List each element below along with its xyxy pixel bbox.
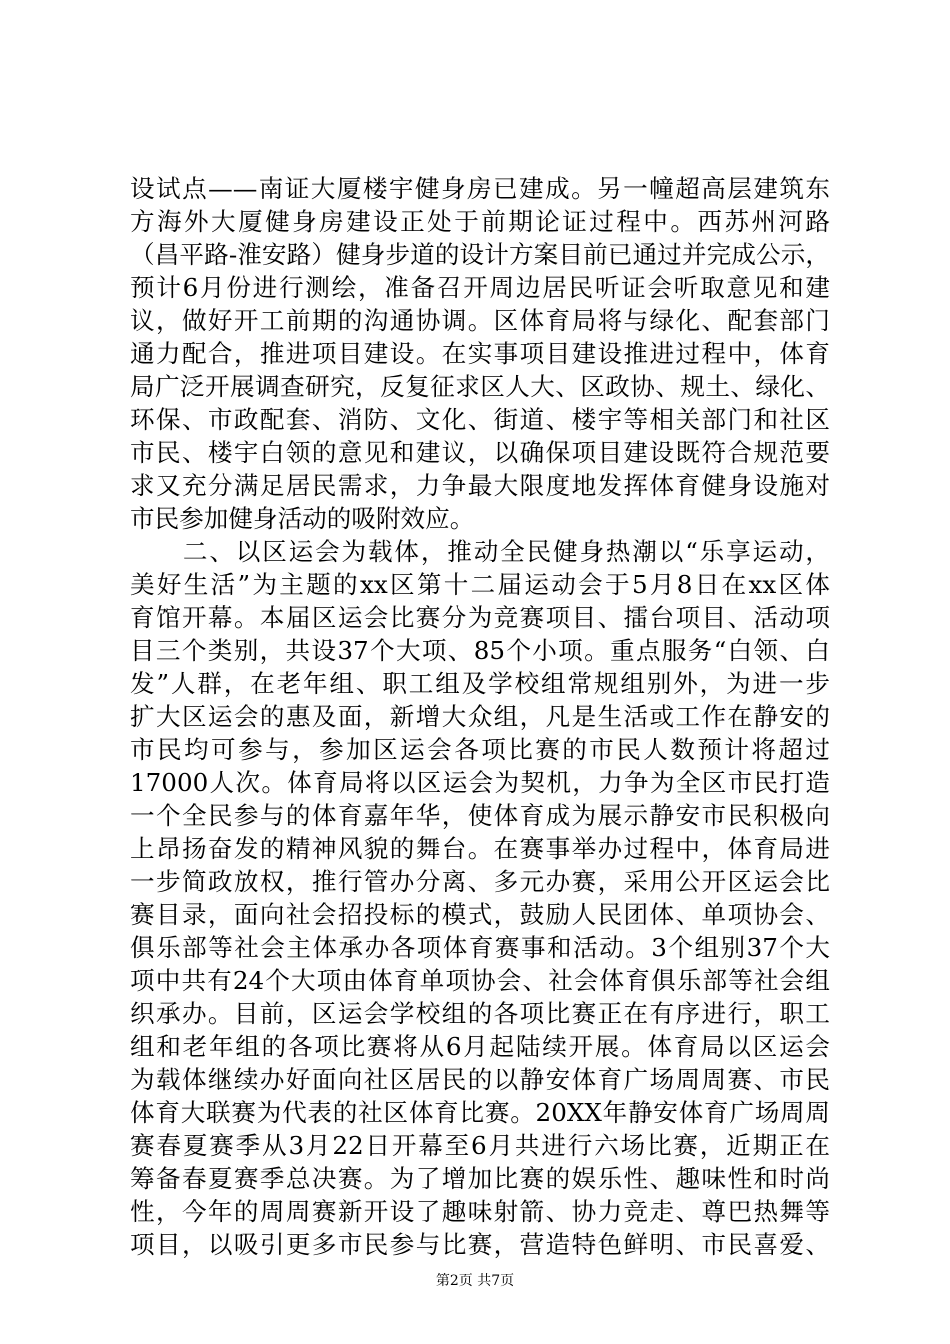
section-heading-line: 二、以区运会为载体，推动全民健身热潮以“乐享运动，: [130, 537, 830, 566]
text-line: 为载体继续办好面向社区居民的以静安体育广场周周赛、市民: [130, 1065, 830, 1094]
text-line: 性，今年的周周赛新开设了趣味射箭、协力竞走、尊巴热舞等: [130, 1197, 830, 1226]
page-number-footer: 第2页 共7页: [435, 1273, 515, 1289]
text-line: 美好生活”为主题的xx区第十二届运动会于5月8日在xx区体: [130, 570, 830, 599]
text-line: 一步简政放权，推行管办分离、多元办赛，采用公开区运会比: [130, 867, 830, 896]
text-line: 体育大联赛为代表的社区体育比赛。20XX年静安体育广场周周: [130, 1098, 830, 1127]
text-line: 赛春夏赛季从3月22日开幕至6月共进行六场比赛，近期正在: [130, 1131, 830, 1160]
text-line: 上昂扬奋发的精神风貌的舞台。在赛事举办过程中，体育局进: [130, 834, 830, 863]
text-line: 育馆开幕。本届区运会比赛分为竞赛项目、擂台项目、活动项: [130, 603, 830, 632]
text-line: 设试点——南证大厦楼宇健身房已建成。另一幢超高层建筑东: [130, 174, 830, 203]
text-line: 赛目录，面向社会招投标的模式，鼓励人民团体、单项协会、: [130, 900, 830, 929]
text-line: 俱乐部等社会主体承办各项体育赛事和活动。3个组别37个大: [130, 933, 830, 962]
text-line: 17000人次。体育局将以区运会为契机，力争为全区市民打造: [130, 768, 830, 797]
text-line: 织承办。目前，区运会学校组的各项比赛正在有序进行，职工: [130, 999, 830, 1028]
text-line: 目三个类别，共设37个大项、85个小项。重点服务“白领、白: [130, 636, 830, 665]
text-line: 一个全民参与的体育嘉年华，使体育成为展示静安市民积极向: [130, 801, 830, 830]
text-line: 组和老年组的各项比赛将从6月起陆续开展。体育局以区运会: [130, 1032, 830, 1061]
text-line: 环保、市政配套、消防、文化、街道、楼宇等相关部门和社区: [130, 405, 830, 434]
text-line: 议，做好开工前期的沟通协调。区体育局将与绿化、配套部门: [130, 306, 830, 335]
text-line: 局广泛开展调查研究，反复征求区人大、区政协、规土、绿化、: [130, 372, 830, 401]
text-line: 扩大区运会的惠及面，新增大众组，凡是生活或工作在静安的: [130, 702, 830, 731]
text-line: 预计6月份进行测绘，准备召开周边居民听证会听取意见和建: [130, 273, 830, 302]
text-line: 市民参加健身活动的吸附效应。: [130, 504, 475, 533]
text-line: 市民均可参与，参加区运会各项比赛的市民人数预计将超过: [130, 735, 830, 764]
text-line: （昌平路-淮安路）健身步道的设计方案目前已通过并完成公示，: [130, 240, 830, 269]
text-line: 发”人群，在老年组、职工组及学校组常规组别外，为进一步: [130, 669, 830, 698]
text-line: 求又充分满足居民需求，力争最大限度地发挥体育健身设施对: [130, 471, 830, 500]
text-line: 方海外大厦健身房建设正处于前期论证过程中。西苏州河路: [130, 207, 830, 236]
text-line: 项中共有24个大项由体育单项协会、社会体育俱乐部等社会组: [130, 966, 830, 995]
text-line: 项目，以吸引更多市民参与比赛，营造特色鲜明、市民喜爱、: [130, 1230, 830, 1259]
text-line: 通力配合，推进项目建设。在实事项目建设推进过程中，体育: [130, 339, 830, 368]
text-line: 市民、楼宇白领的意见和建议，以确保项目建设既符合规范要: [130, 438, 830, 467]
text-line: 筹备春夏赛季总决赛。为了增加比赛的娱乐性、趣味性和时尚: [130, 1164, 830, 1193]
